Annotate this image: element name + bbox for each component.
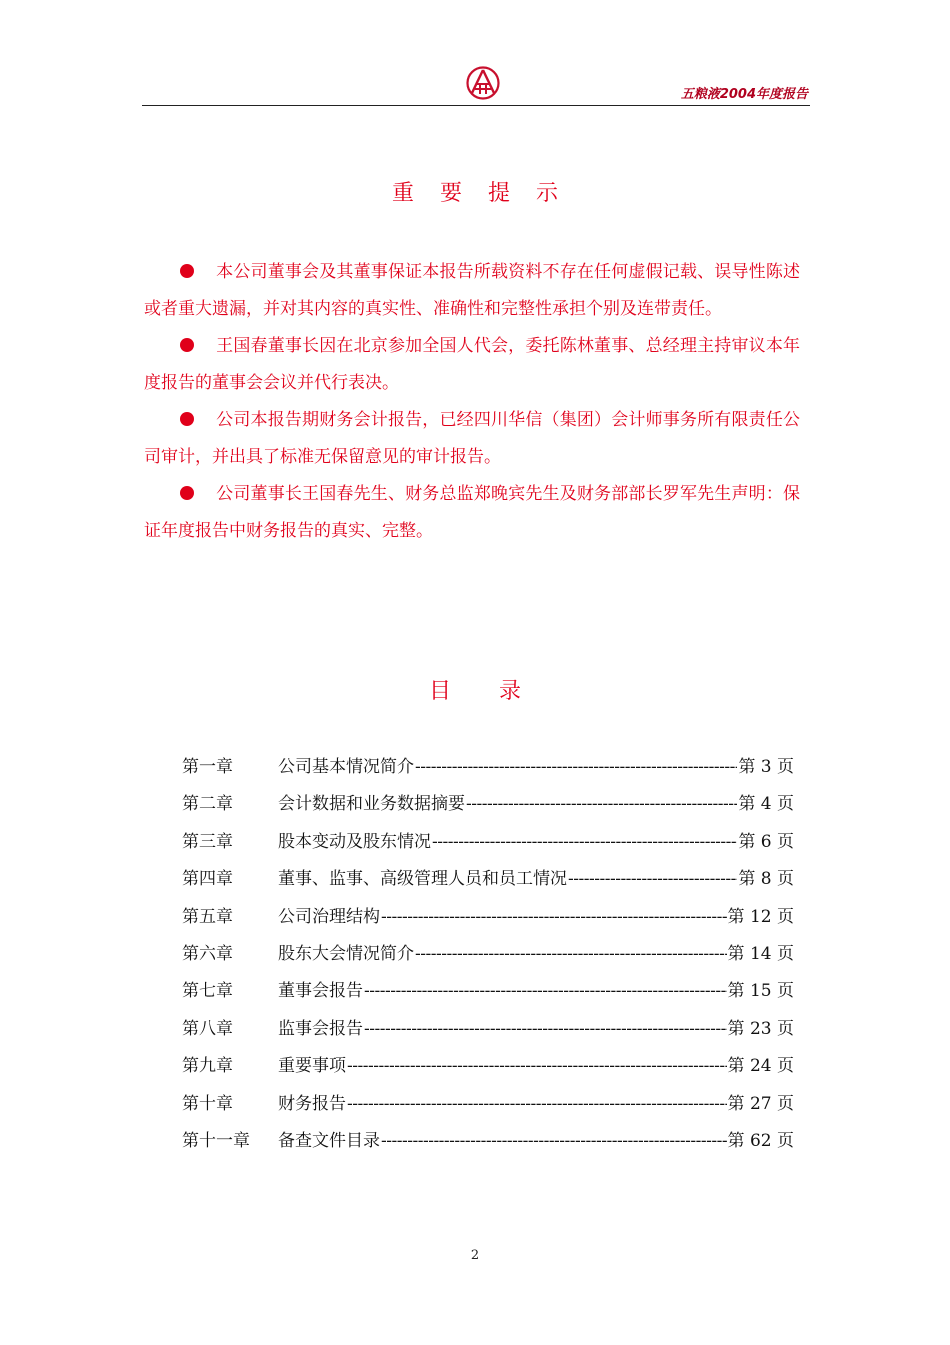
toc-page: 第 8 页 [738,869,794,890]
toc-name: 董事、监事、高级管理人员和员工情况 [278,869,567,890]
table-of-contents [182,752,794,1163]
toc-page: 第 6 页 [738,831,794,852]
bullet-icon [180,338,194,352]
toc-page: 第 24 页 [727,1056,794,1077]
toc-leader [347,1094,727,1114]
toc-chapter: 第三章 [182,831,233,852]
toc-chapter: 第五章 [182,906,233,927]
toc-leader [466,794,737,814]
header-title: 五粮液2004年度报告 [680,87,808,102]
toc-leader [364,981,727,1001]
toc-name: 监事会报告 [278,1018,363,1039]
toc-entry[interactable] [182,789,794,826]
toc-entry[interactable] [182,1126,794,1163]
toc-leader [432,832,737,852]
toc-page: 第 23 页 [727,1018,794,1039]
bullet-icon [180,264,194,278]
toc-leader [415,757,737,777]
bullet-icon [180,486,194,500]
toc-name: 董事会报告 [278,981,363,1002]
toc-chapter: 第四章 [182,869,233,890]
toc-chapter: 第七章 [182,981,233,1002]
page-number: 2 [470,1248,480,1263]
toc-name: 股本变动及股东情况 [278,831,431,852]
toc-leader [347,1056,727,1076]
notice-title: 重要提示 [391,181,584,206]
toc-entry[interactable] [182,976,794,1013]
wuliangye-logo-icon [466,66,500,100]
notice-item: 本公司董事会及其董事保证本报告所载资料不存在任何虚假记载、误导性陈述或者重大遗漏，并对其内容的真实性、准确性和完整性承担个别及连带责任。 [144,262,800,319]
toc-chapter: 第十一章 [182,1130,250,1151]
toc-chapter: 第八章 [182,1018,233,1039]
toc-entry[interactable] [182,752,794,789]
toc-entry[interactable] [182,1089,794,1126]
toc-entry[interactable] [182,1014,794,1051]
toc-leader [381,1131,727,1151]
toc-title: 目录 [428,679,569,704]
toc-page: 第 62 页 [727,1130,794,1151]
toc-entry[interactable] [182,939,794,976]
toc-page: 第 14 页 [727,943,794,964]
header-divider [142,105,810,106]
toc-leader [381,907,727,927]
toc-page: 第 4 页 [738,794,794,815]
toc-page: 第 12 页 [727,906,794,927]
toc-entry[interactable] [182,902,794,939]
toc-name: 公司治理结构 [278,906,380,927]
toc-page: 第 3 页 [738,757,794,777]
toc-chapter: 第六章 [182,943,233,964]
notice-item: 公司董事长王国春先生、财务总监郑晚宾先生及财务部部长罗军先生声明：保证年度报告中财务报告的真实、完整。 [144,484,800,541]
toc-chapter: 第十章 [182,1093,233,1114]
toc-leader [364,1019,727,1039]
toc-name: 会计数据和业务数据摘要 [278,794,465,815]
toc-chapter: 第二章 [182,794,233,815]
toc-name: 备查文件目录 [278,1130,380,1151]
toc-name: 财务报告 [278,1093,346,1114]
notice-item: 王国春董事长因在北京参加全国人代会，委托陈林董事、总经理主持审议本年度报告的董事会会议并代行表决。 [144,336,800,393]
toc-name: 股东大会情况简介 [278,943,414,964]
toc-leader [568,869,737,889]
toc-chapter: 第一章 [182,757,233,777]
toc-page: 第 15 页 [727,981,794,1002]
notice-list [144,254,800,550]
toc-name: 重要事项 [278,1056,346,1077]
toc-entry[interactable] [182,864,794,901]
toc-chapter: 第九章 [182,1056,233,1077]
toc-leader [415,944,727,964]
toc-entry[interactable] [182,827,794,864]
notice-item: 公司本报告期财务会计报告，已经四川华信（集团）会计师事务所有限责任公司审计，并出具了标准无保留意见的审计报告。 [144,410,800,467]
toc-page: 第 27 页 [727,1093,794,1114]
bullet-icon [180,412,194,426]
toc-name: 公司基本情况简介 [278,757,414,777]
toc-entry[interactable] [182,1051,794,1088]
